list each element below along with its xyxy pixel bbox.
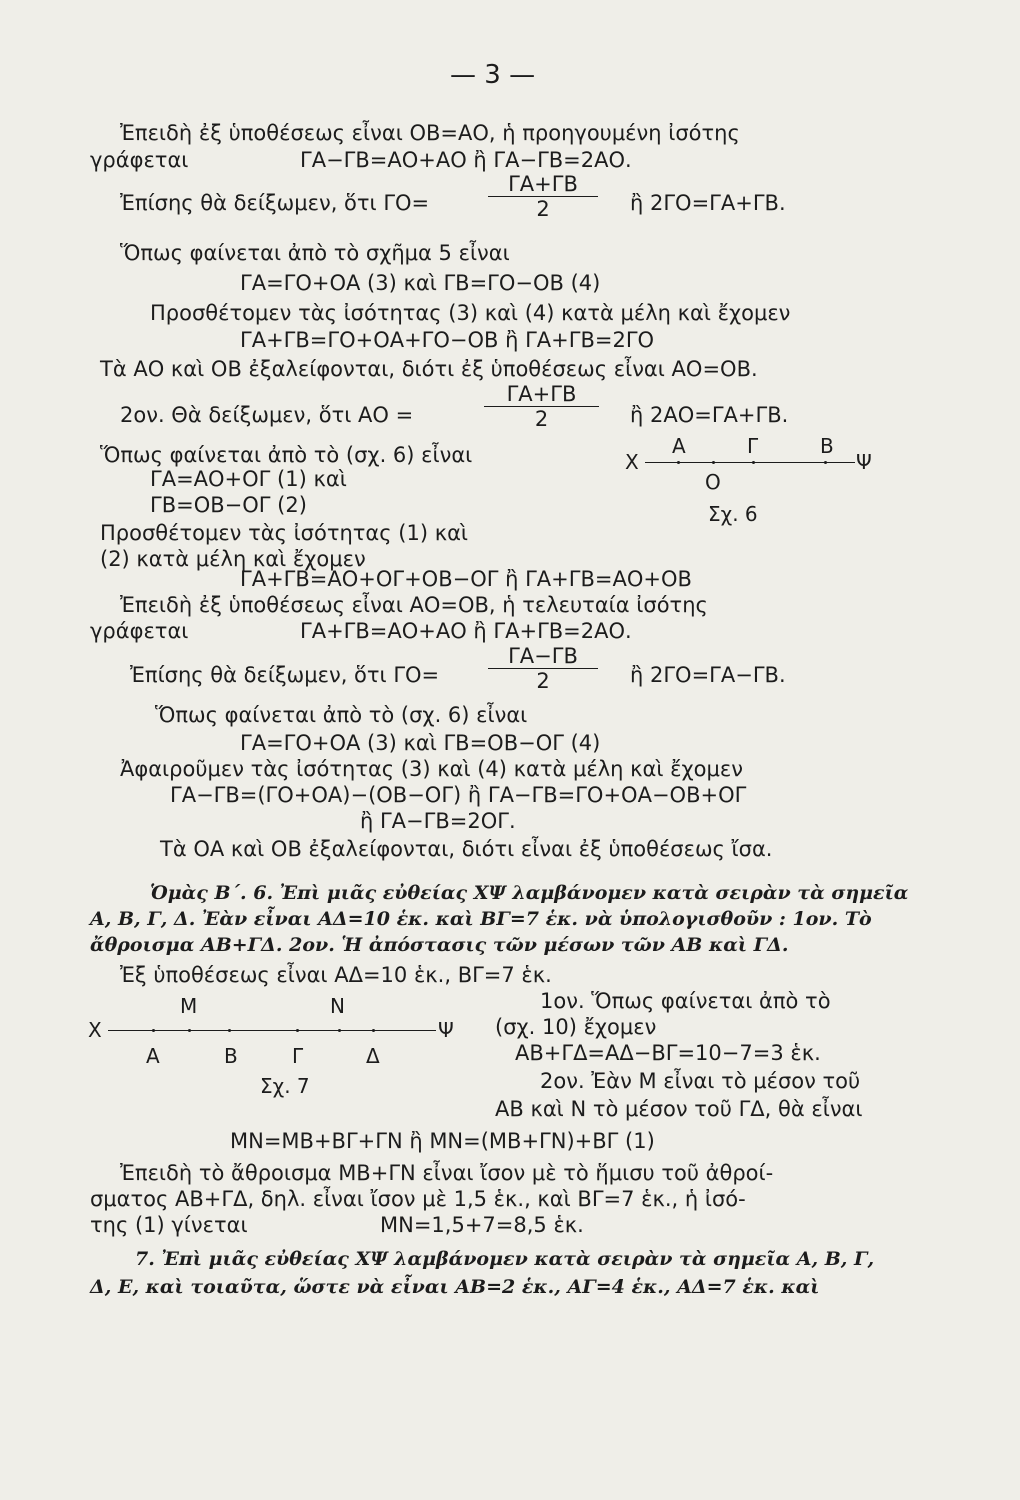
equation-line: ΑΒ+ΓΔ=ΑΔ−ΒΓ=10−7=3 ἑκ. — [515, 1041, 821, 1065]
exercise-7-line: Δ, Ε, καὶ τοιαῦτα, ὥστε νὰ εἶναι ΑΒ=2 ἑκ., ΑΓ=4 ἑκ., ΑΔ=7 ἑκ. καὶ — [90, 1276, 820, 1298]
fraction — [488, 644, 598, 693]
text-line: γράφεται — [90, 148, 189, 172]
text-line: της (1) γίνεται — [90, 1213, 248, 1237]
fig7-label-g: Γ — [292, 1044, 304, 1068]
equation-line: ΓΑ=ΓΟ+ΟΑ (3) καὶ ΓΒ=ΟΒ−ΟΓ (4) — [240, 731, 601, 755]
text-line: Τὰ ΟΑ καὶ ΟΒ ἐξαλείφονται, διότι εἶναι ἐξ ὑποθέσεως ἴσα. — [160, 837, 773, 861]
fraction-numerator: ΓΑ−ΓΒ — [488, 644, 598, 669]
fig7-label-x: Χ — [88, 1018, 102, 1042]
fig6-label-x: Χ — [625, 450, 639, 474]
fig6-point — [712, 461, 715, 464]
text-line: ΑΒ καὶ Ν τὸ μέσον τοῦ ΓΔ, θὰ εἶναι — [495, 1097, 863, 1121]
fig7-point — [228, 1029, 231, 1032]
fig6-point — [752, 461, 755, 464]
fig7-point — [372, 1029, 375, 1032]
equation-line: ΓΑ−ΓΒ=ΑΟ+ΑΟ ἢ ΓΑ−ΓΒ=2ΑΟ. — [300, 148, 632, 172]
equation-line: ΓΑ+ΓΒ=ΑΟ+ΑΟ ἢ ΓΑ+ΓΒ=2ΑΟ. — [300, 619, 632, 643]
fig7-point — [296, 1029, 299, 1032]
fig7-point — [338, 1029, 341, 1032]
text-line: Ἀφαιροῦμεν τὰς ἰσότητας (3) καὶ (4) κατὰ μέλη καὶ ἔχομεν — [120, 757, 743, 781]
fig6-label-a: Α — [672, 434, 686, 458]
exercise-6-line: Α, Β, Γ, Δ. Ἐὰν εἶναι ΑΔ=10 ἑκ. καὶ ΒΓ=7 ἑκ. νὰ ὑπολογισθοῦν : 1ον. Τὸ — [90, 908, 872, 930]
fraction-numerator: ΓΑ+ΓΒ — [488, 172, 598, 197]
text-line: Ἐπειδὴ τὸ ἄθροισμα ΜΒ+ΓΝ εἶναι ἴσον μὲ τὸ ἥμισυ τοῦ ἀθροί- — [120, 1161, 774, 1185]
equation-line: ΓΒ=ΟΒ−ΟΓ (2) — [150, 493, 307, 517]
equation-line: ἢ 2ΑΟ=ΓΑ+ΓΒ. — [630, 403, 789, 427]
fig7-label-a: Α — [146, 1044, 160, 1068]
equation-line: ΓΑ+ΓΒ=ΓΟ+ΟΑ+ΓΟ−ΟΒ ἢ ΓΑ+ΓΒ=2ΓΟ — [240, 328, 655, 352]
exercise-6-line: Ὁμὰς Β΄. 6. Ἐπὶ μιᾶς εὐθείας ΧΨ λαμβάνομεν κατὰ σειρὰν τὰ σημεῖα — [150, 882, 909, 904]
fig7-label-n: Ν — [330, 994, 345, 1018]
fig6-label-o: Ο — [705, 470, 721, 494]
equation-line: ΓΑ−ΓΒ=(ΓΟ+ΟΑ)−(ΟΒ−ΟΓ) ἢ ΓΑ−ΓΒ=ΓΟ+ΟΑ−ΟΒ+ΟΓ — [170, 783, 747, 807]
fig7-line — [108, 1030, 436, 1031]
fig6-label-g: Γ — [747, 434, 759, 458]
fraction-denominator: 2 — [536, 197, 550, 221]
text-line: Τὰ ΑΟ καὶ ΟΒ ἐξαλείφονται, διότι ἐξ ὑποθέσεως εἶναι ΑΟ=ΟΒ. — [100, 357, 758, 381]
equation-line: ἢ 2ΓΟ=ΓΑ+ΓΒ. — [630, 191, 786, 215]
text-line: Ἐπίσης θὰ δείξωμεν, ὅτι ΓΟ= — [130, 663, 440, 687]
exercise-6-line: ἄθροισμα ΑΒ+ΓΔ. 2ον. Ἡ ἀπόστασις τῶν μέσων τῶν ΑΒ καὶ ΓΔ. — [90, 934, 789, 956]
equation-line: ΓΑ=ΑΟ+ΟΓ (1) καὶ — [150, 467, 347, 491]
equation-line: ἢ ΓΑ−ΓΒ=2ΟΓ. — [360, 809, 516, 833]
equation-line: ΜΝ=1,5+7=8,5 ἑκ. — [380, 1213, 584, 1237]
text-line: Ἐξ ὑποθέσεως εἶναι ΑΔ=10 ἑκ., ΒΓ=7 ἑκ. — [120, 963, 552, 987]
fraction-denominator: 2 — [534, 407, 549, 431]
text-line: σματος ΑΒ+ΓΔ, δηλ. εἶναι ἴσον μὲ 1,5 ἑκ., καὶ ΒΓ=7 ἑκ., ἡ ἰσό- — [90, 1187, 746, 1211]
equation-line: ΓΑ+ΓΒ=ΑΟ+ΟΓ+ΟΒ−ΟΓ ἢ ΓΑ+ΓΒ=ΑΟ+ΟΒ — [240, 567, 692, 591]
fig7-point — [152, 1029, 155, 1032]
fig7-caption: Σχ. 7 — [260, 1074, 310, 1098]
fig6-point — [824, 461, 827, 464]
fig7-label-b: Β — [224, 1044, 238, 1068]
equation-line: ΜΝ=ΜΒ+ΒΓ+ΓΝ ἢ ΜΝ=(ΜΒ+ΓΝ)+ΒΓ (1) — [230, 1129, 655, 1153]
fig6-label-b: Β — [820, 434, 834, 458]
text-line: (2) κατὰ μέλη καὶ ἔχομεν — [100, 547, 366, 571]
text-line: γράφεται — [90, 619, 189, 643]
text-line: Προσθέτομεν τὰς ἰσότητας (1) καὶ — [100, 521, 469, 545]
text-line: Ὅπως φαίνεται ἀπὸ τὸ (σχ. 6) εἶναι — [100, 443, 473, 467]
fraction — [484, 382, 599, 431]
fraction-denominator: 2 — [536, 669, 550, 693]
fig7-label-m: Μ — [180, 994, 198, 1018]
text-line: 2ον. Ἐὰν Μ εἶναι τὸ μέσον τοῦ — [540, 1069, 861, 1093]
text-line: Ἐπειδὴ ἐξ ὑποθέσεως εἶναι ΑΟ=ΟΒ, ἡ τελευταία ἰσότης — [120, 593, 708, 617]
equation-line: ΓΑ=ΓΟ+ΟΑ (3) καὶ ΓΒ=ΓΟ−ΟΒ (4) — [240, 271, 601, 295]
page-number: — 3 — — [450, 60, 536, 90]
fig7-label-d: Δ — [366, 1044, 380, 1068]
fraction — [488, 172, 598, 221]
text-line: 1ον. Ὅπως φαίνεται ἀπὸ τὸ — [540, 989, 831, 1013]
fig6-label-y: Ψ — [856, 450, 872, 474]
fig6-point — [677, 461, 680, 464]
text-line: Ἐπίσης θὰ δείξωμεν, ὅτι ΓΟ= — [120, 191, 430, 215]
text-line: Ὅπως φαίνεται ἀπὸ τὸ σχῆμα 5 εἶναι — [120, 241, 510, 265]
text-line: Ὅπως φαίνεται ἀπὸ τὸ (σχ. 6) εἶναι — [155, 703, 528, 727]
text-line: Ἐπειδὴ ἐξ ὑποθέσεως εἶναι ΟΒ=ΑΟ, ἡ προηγουμένη ἰσότης — [120, 121, 740, 145]
text-line: Προσθέτομεν τὰς ἰσότητας (3) καὶ (4) κατὰ μέλη καὶ ἔχομεν — [150, 301, 791, 325]
fig7-label-y: Ψ — [438, 1018, 454, 1042]
fraction-numerator: ΓΑ+ΓΒ — [484, 382, 599, 407]
fig7-point — [188, 1029, 191, 1032]
equation-line: ἢ 2ΓΟ=ΓΑ−ΓΒ. — [630, 663, 786, 687]
exercise-7-line: 7. Ἐπὶ μιᾶς εὐθείας ΧΨ λαμβάνομεν κατὰ σειρὰν τὰ σημεῖα Α, Β, Γ, — [135, 1248, 875, 1270]
text-line: (σχ. 10) ἔχομεν — [495, 1015, 657, 1039]
fig6-caption: Σχ. 6 — [708, 502, 758, 526]
text-line: 2ον. Θὰ δείξωμεν, ὅτι ΑΟ = — [120, 403, 414, 427]
